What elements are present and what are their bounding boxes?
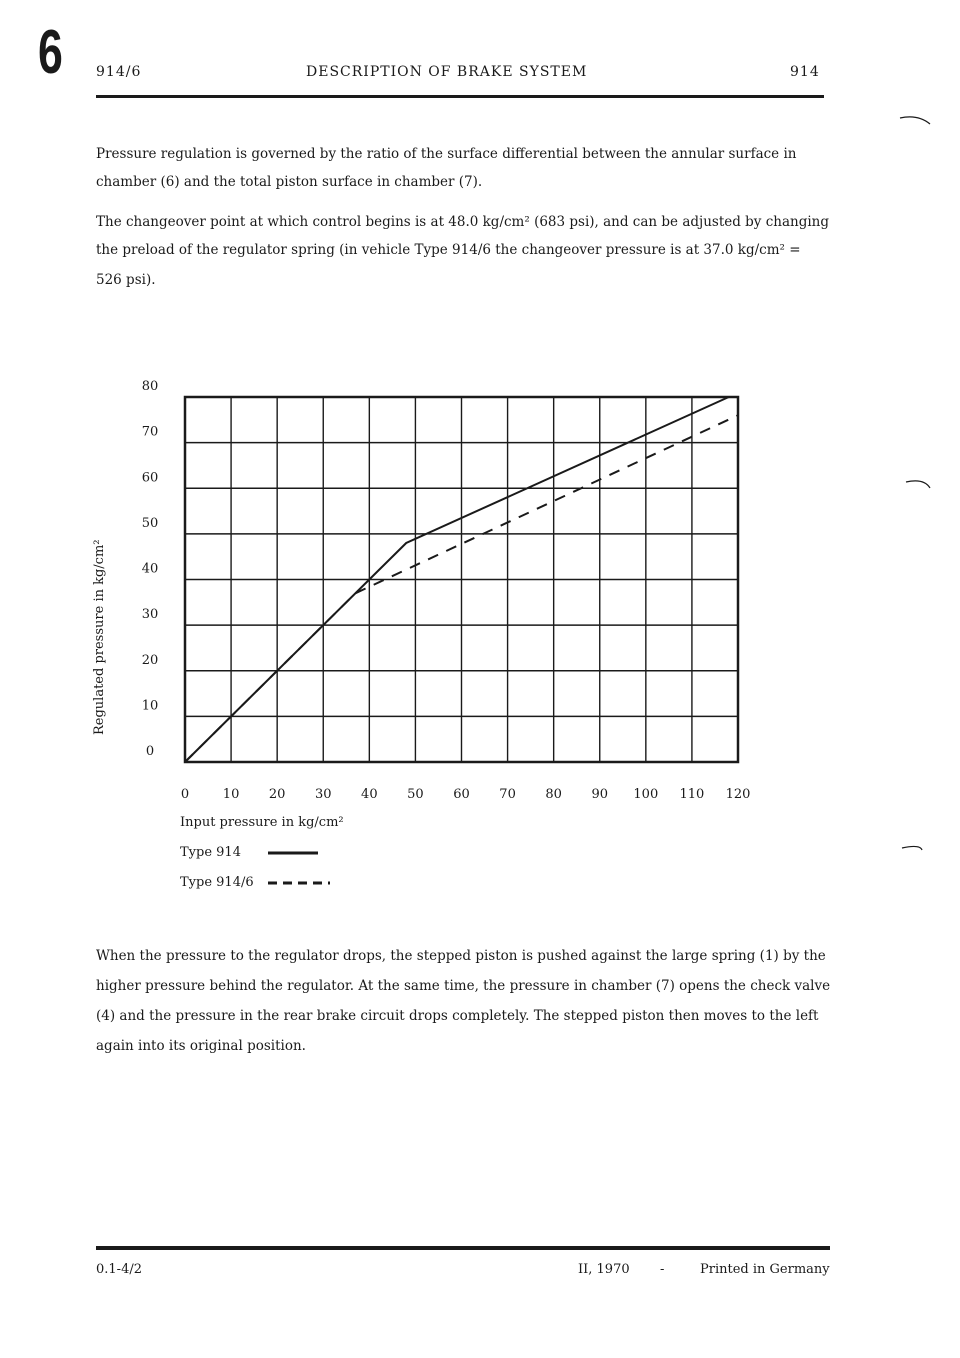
header-title: DESCRIPTION OF BRAKE SYSTEM [306, 64, 588, 80]
x-tick-label: 70 [499, 787, 516, 802]
x-tick-label: 100 [633, 787, 659, 802]
y-tick-label: 50 [141, 515, 159, 531]
paragraph-2-line-1: The changeover point at which control begins is at 48.0 kg/cm² (683 psi), and can be adjusted by changing [96, 214, 830, 230]
paragraph-3-line-2: higher pressure behind the regulator. At the same time, the pressure in chamber (7) opens the check valve [96, 978, 831, 994]
x-tick-label: 120 [725, 787, 751, 802]
chapter-number: 6 [38, 18, 63, 87]
x-tick-label: 80 [545, 787, 562, 802]
x-tick-label: 90 [591, 787, 609, 802]
margin-mark [902, 846, 922, 850]
paragraph-2-line-2: the preload of the regulator spring (in vehicle Type 914/6 the changeover pressure is at 37.0 kg/cm² = [96, 242, 801, 258]
paragraph-2-line-3: 526 psi). [96, 272, 156, 288]
paragraph-1-line-2: chamber (6) and the total piston surface in chamber (7). [96, 174, 483, 190]
header-model: 914/6 [96, 64, 142, 80]
y-tick-label: 10 [141, 698, 159, 714]
y-tick-label: 0 [145, 744, 155, 759]
header-type: 914 [790, 64, 820, 80]
margin-mark [906, 481, 930, 488]
x-tick-label: 50 [407, 787, 424, 802]
paragraph-3-line-3: (4) and the pressure in the rear brake circuit drops completely. The stepped piston then moves to the left [96, 1008, 819, 1024]
x-tick-label: 110 [679, 787, 705, 802]
x-tick-label: 20 [268, 787, 286, 802]
y-tick-label: 60 [141, 470, 159, 486]
footer-date: II, 1970 [578, 1262, 630, 1277]
y-tick-label: 30 [141, 607, 159, 623]
y-tick-label: 70 [141, 424, 159, 440]
legend-label-type-914: Type 914 [180, 845, 241, 860]
chart-y-axis-label: Regulated pressure in kg/cm² [92, 539, 107, 735]
chart-x-axis-label: Input pressure in kg/cm² [180, 815, 344, 830]
paragraph-1-line-1: Pressure regulation is governed by the ratio of the surface differential between the annular surface in [96, 146, 797, 162]
x-tick-label: 60 [453, 787, 470, 802]
y-tick-label: 80 [141, 379, 159, 394]
x-tick-label: 40 [361, 787, 378, 802]
paragraph-3-line-1: When the pressure to the regulator drops, the stepped piston is pushed against the large spring (1) by the [96, 948, 826, 964]
y-tick-label: 20 [141, 652, 159, 668]
footer-printed: Printed in Germany [700, 1262, 830, 1277]
footer-separator: - [660, 1262, 665, 1277]
paragraph-3-line-4: again into its original position. [96, 1038, 306, 1054]
footer-rule [96, 1246, 830, 1250]
margin-mark [900, 117, 930, 124]
legend-label-type-914-6: Type 914/6 [180, 875, 254, 890]
x-tick-label: 10 [222, 787, 240, 802]
x-tick-label: 30 [314, 787, 332, 802]
footer-document-code: 0.1-4/2 [96, 1262, 142, 1277]
y-tick-label: 40 [141, 561, 159, 577]
x-tick-label: 0 [180, 787, 190, 802]
